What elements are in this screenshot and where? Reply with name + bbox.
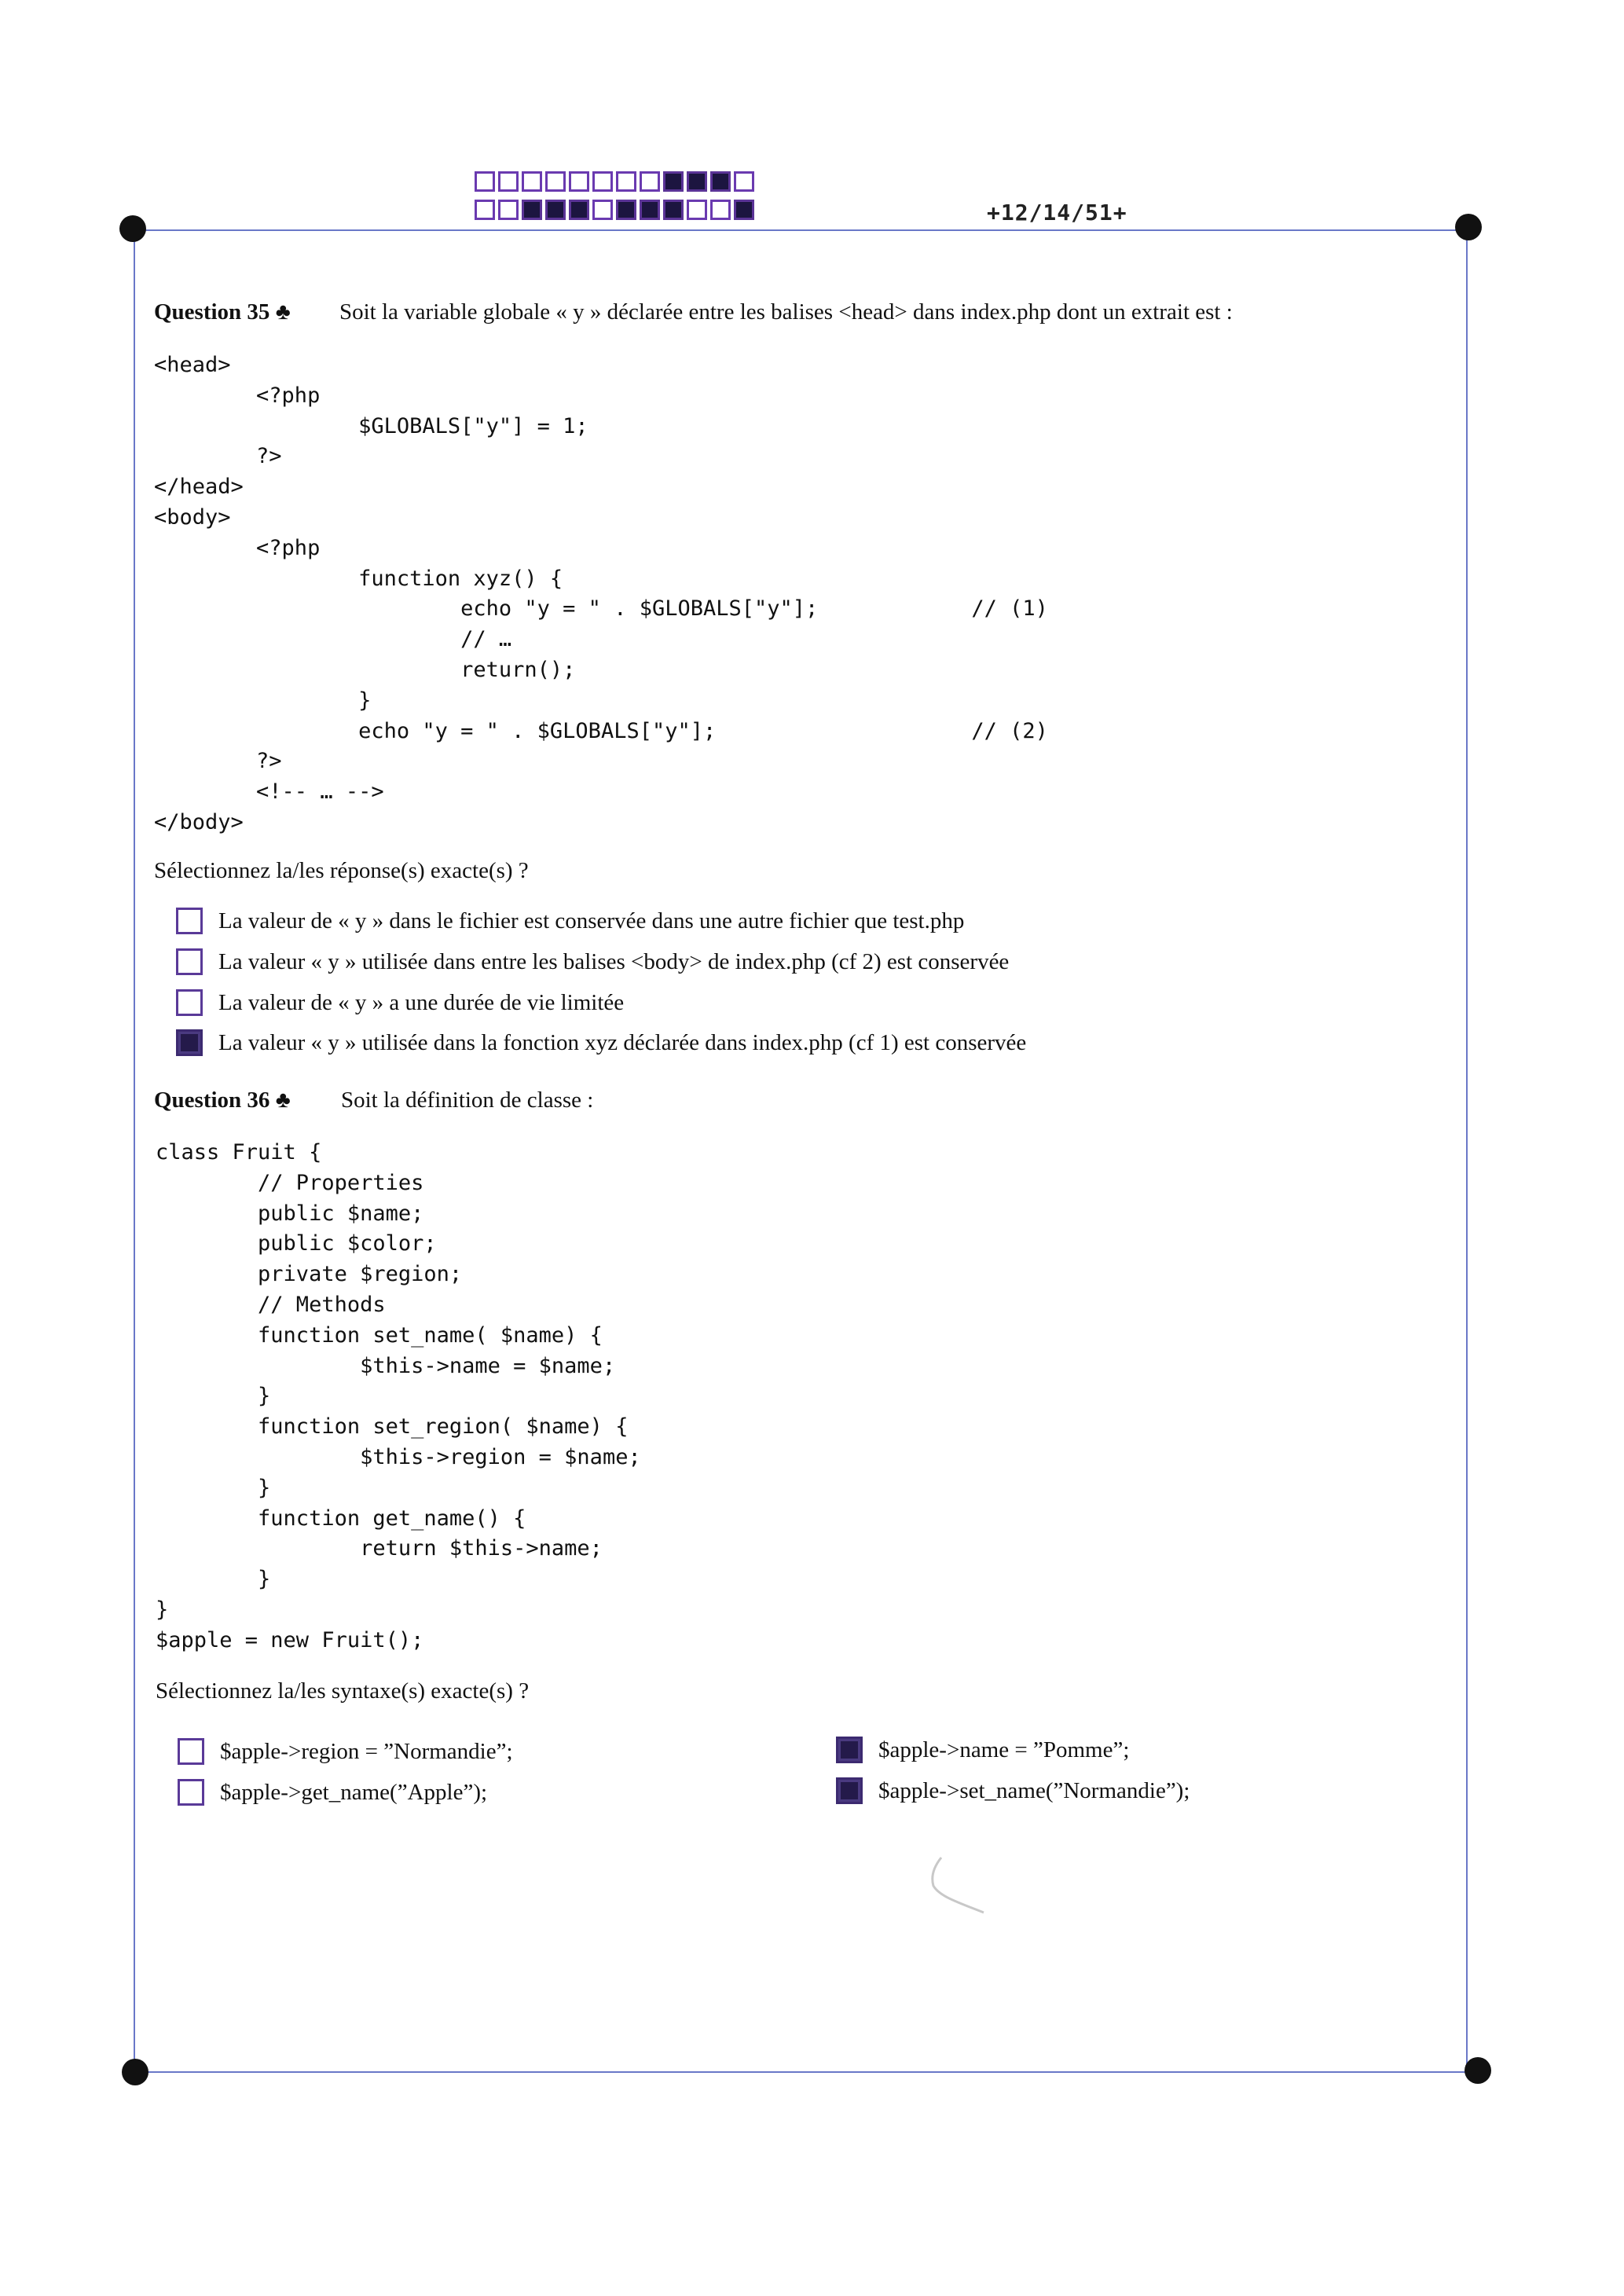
page-id: +12/14/51+ <box>987 200 1127 226</box>
q35-text: Soit la variable globale « y » déclarée entre les balises <head> dans index.php dont un extrait est : <box>339 299 1233 325</box>
q35-option-1[interactable] <box>176 908 964 934</box>
checkbox[interactable] <box>178 1779 204 1806</box>
option-label: La valeur de « y » dans le fichier est conservée dans une autre fichier que test.php <box>218 908 965 933</box>
code-bit-filled <box>687 171 707 192</box>
checkbox[interactable] <box>176 908 203 934</box>
frame-left-line <box>134 228 135 2074</box>
frame-top-line <box>132 229 1468 231</box>
option-label: $apple->name = ”Pomme”; <box>878 1737 1130 1762</box>
q36-option-1[interactable] <box>178 1738 513 1765</box>
code-bit-empty <box>710 200 731 220</box>
q36-text: Soit la définition de classe : <box>341 1087 594 1113</box>
code-row-2 <box>475 200 757 220</box>
code-bit-filled <box>640 200 660 220</box>
q35-option-3[interactable] <box>176 989 624 1016</box>
option-label: $apple->set_name(”Normandie”); <box>878 1777 1190 1803</box>
club-icon: ♣ <box>275 299 291 325</box>
code-bit-empty <box>522 171 542 192</box>
corner-mark-top-left <box>119 215 146 242</box>
option-label: La valeur « y » utilisée dans la fonction xyz déclarée dans index.php (cf 1) est conservée <box>218 1029 1027 1055</box>
code-bit-filled <box>710 171 731 192</box>
checkbox[interactable] <box>176 1029 203 1056</box>
code-bit-empty <box>592 171 613 192</box>
q35-code: <head> <?php $GLOBALS["y"] = 1; ?> </head> <body> <?php function xyz() { echo "y = " . $GLOBALS["y"]; // (1) // … return(); } echo "y = " . $GLOBALS["y"]; // (2) ?> <!-- … --> </body> <box>154 353 1048 834</box>
q35-label: Question 35 <box>154 299 270 325</box>
q36-label: Question 36 <box>154 1087 270 1113</box>
checkbox[interactable] <box>176 948 203 975</box>
corner-mark-bottom-left <box>122 2059 148 2085</box>
frame-right-line <box>1466 228 1468 2074</box>
checkbox[interactable] <box>176 989 203 1016</box>
q35-option-2[interactable] <box>176 948 1009 975</box>
q36-prompt: Sélectionnez la/les syntaxe(s) exacte(s) ? <box>156 1678 530 1704</box>
q35-option-4[interactable] <box>176 1029 1026 1056</box>
code-bit-empty <box>734 171 754 192</box>
code-bit-filled <box>522 200 542 220</box>
code-bit-filled <box>616 200 636 220</box>
q36-title <box>154 1087 291 1113</box>
pencil-scribble <box>919 1854 990 1917</box>
club-icon: ♣ <box>275 1087 291 1113</box>
code-bit-empty <box>687 200 707 220</box>
code-bit-filled <box>545 200 566 220</box>
code-bit-filled <box>734 200 754 220</box>
code-bit-empty <box>545 171 566 192</box>
code-bit-empty <box>640 171 660 192</box>
code-bit-filled <box>663 200 684 220</box>
option-label: La valeur « y » utilisée dans entre les balises <body> de index.php (cf 2) est conservée <box>218 948 1010 974</box>
code-bit-empty <box>498 171 519 192</box>
option-label: $apple->get_name(”Apple”); <box>220 1779 488 1805</box>
q36-option-3[interactable] <box>178 1779 487 1806</box>
corner-mark-bottom-right <box>1465 2057 1491 2084</box>
checkbox[interactable] <box>836 1777 863 1804</box>
q36-option-4[interactable] <box>836 1777 1190 1804</box>
code-bit-empty <box>475 171 495 192</box>
q36-code: class Fruit { // Properties public $name; public $color; private $region; // Methods function set_name( $name) { $this->name = $name; } function set_region( $name) { $this->region = $name; } function get_name() { return $this->name; } } $apple = new Fruit(); <box>156 1140 641 1652</box>
option-label: $apple->region = ”Normandie”; <box>220 1738 513 1764</box>
corner-mark-top-right <box>1455 214 1482 240</box>
frame-bottom-line <box>134 2071 1477 2073</box>
code-bit-empty <box>498 200 519 220</box>
code-bit-empty <box>616 171 636 192</box>
q36-option-2[interactable] <box>836 1737 1129 1763</box>
code-bit-filled <box>663 171 684 192</box>
checkbox[interactable] <box>178 1738 204 1765</box>
code-bit-empty <box>592 200 613 220</box>
option-label: La valeur de « y » a une durée de vie limitée <box>218 989 625 1015</box>
q35-prompt: Sélectionnez la/les réponse(s) exacte(s) ? <box>154 858 529 883</box>
code-bit-empty <box>475 200 495 220</box>
code-bit-empty <box>569 171 589 192</box>
code-row-1 <box>475 171 757 192</box>
code-bit-filled <box>569 200 589 220</box>
checkbox[interactable] <box>836 1737 863 1763</box>
q35-title <box>154 299 291 325</box>
